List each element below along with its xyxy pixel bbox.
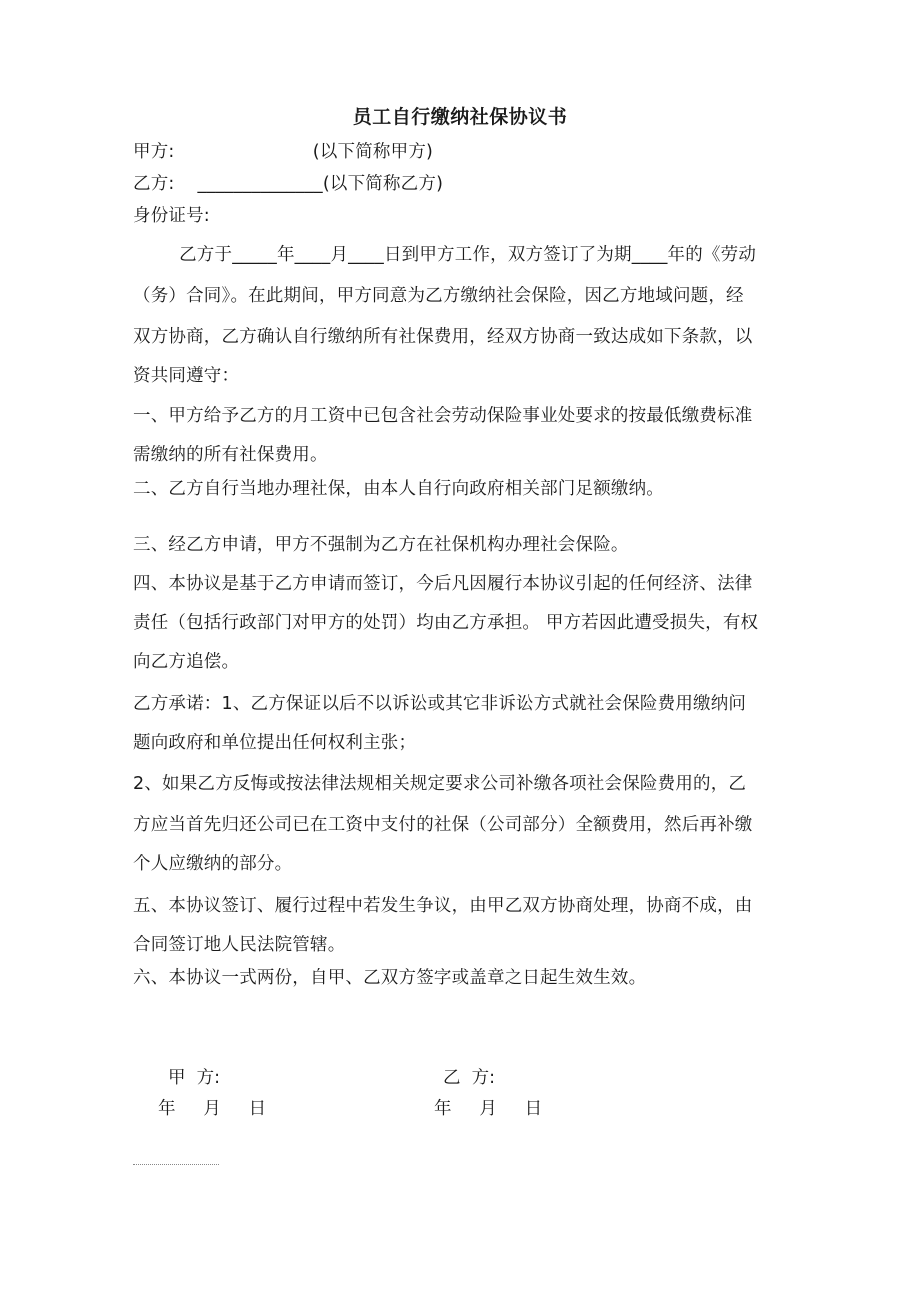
party-a-line: 甲方: (以下简称甲方) bbox=[133, 142, 434, 162]
party-a-signature-label: 甲 方: bbox=[168, 1068, 221, 1088]
intro-line: 资共同遵守： bbox=[133, 366, 240, 386]
promise-1-line: 乙方承诺：1、乙方保证以后不以诉讼或其它非诉讼方式就社会保险费用缴纳问 bbox=[133, 694, 747, 714]
promise-2-line: 方应当首先归还公司已在工资中支付的社保（公司部分）全额费用，然后再补缴 bbox=[133, 815, 753, 835]
party-b-signature-date: 年 月 日 bbox=[434, 1099, 543, 1119]
party-b-line: 乙方: ______________(以下简称乙方) bbox=[133, 174, 444, 194]
clause-3: 三、经乙方申请，甲方不强制为乙方在社保机构办理社会保险。 bbox=[133, 535, 629, 555]
clause-5-line: 合同签订地人民法院管辖。 bbox=[133, 935, 346, 955]
document-title: 员工自行缴纳社保协议书 bbox=[352, 106, 568, 128]
clause-5-line: 五、本协议签订、履行过程中若发生争议，由甲乙双方协商处理，协商不成，由 bbox=[133, 896, 753, 916]
intro-line: 乙方于_____年____月____日到甲方工作，双方签订了为期____年的《劳动 bbox=[133, 245, 757, 265]
footer-divider bbox=[133, 1164, 219, 1165]
party-a-signature-date: 年 月 日 bbox=[158, 1099, 267, 1119]
promise-1-line: 题向政府和单位提出任何权利主张； bbox=[133, 733, 417, 753]
clause-1-line: 一、甲方给予乙方的月工资中已包含社会劳动保险事业处要求的按最低缴费标准 bbox=[133, 406, 753, 426]
promise-2-line: 个人应缴纳的部分。 bbox=[133, 854, 293, 874]
intro-line: （务）合同》。在此期间，甲方同意为乙方缴纳社会保险，因乙方地域问题，经 bbox=[133, 286, 744, 306]
promise-2-line: 2、如果乙方反悔或按法律法规相关规定要求公司补缴各项社会保险费用的，乙 bbox=[133, 774, 747, 794]
clause-4-line: 四、本协议是基于乙方申请而签订，今后凡因履行本协议引起的任何经济、法律 bbox=[133, 574, 753, 594]
party-b-signature-label: 乙 方: bbox=[443, 1068, 496, 1088]
clause-4-line: 向乙方追偿。 bbox=[133, 652, 240, 672]
clause-1-line: 需缴纳的所有社保费用。 bbox=[133, 445, 328, 465]
clause-2: 二、乙方自行当地办理社保，由本人自行向政府相关部门足额缴纳。 bbox=[133, 479, 664, 499]
intro-line: 双方协商，乙方确认自行缴纳所有社保费用，经双方协商一致达成如下条款，以 bbox=[133, 327, 753, 347]
id-number-line: 身份证号: bbox=[133, 206, 210, 226]
clause-4-line: 责任（包括行政部门对甲方的处罚）均由乙方承担。 甲方若因此遭受损失，有权 bbox=[133, 613, 759, 633]
clause-6: 六、本协议一式两份，自甲、乙双方签字或盖章之日起生效生效。 bbox=[133, 968, 647, 988]
